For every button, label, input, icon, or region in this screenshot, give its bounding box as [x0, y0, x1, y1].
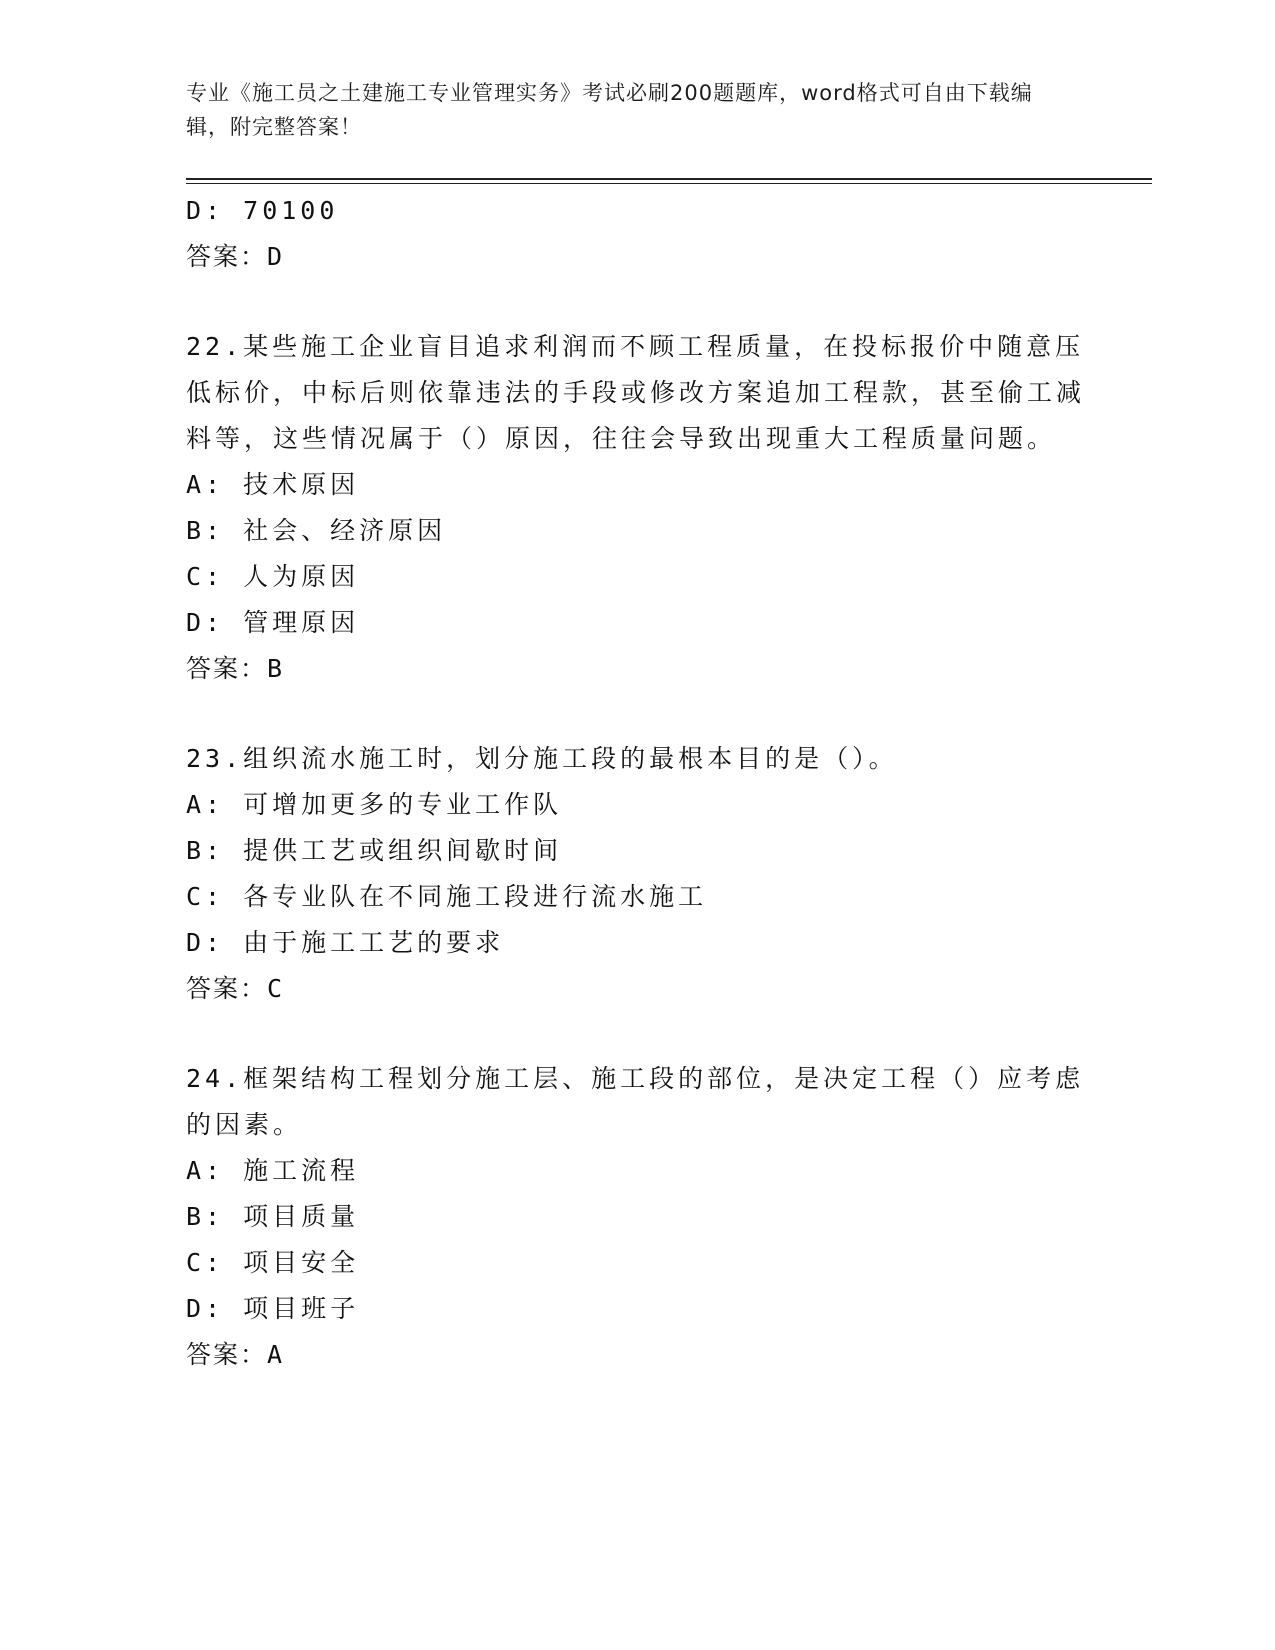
- answer-value: A: [267, 1340, 285, 1369]
- option-d: D: 70100: [186, 196, 339, 225]
- answer-label: 答案：: [186, 1340, 268, 1369]
- option-a: A: 可增加更多的专业工作队: [186, 790, 563, 819]
- option-c: C: 人为原因: [186, 562, 360, 591]
- previous-question-tail: [186, 188, 1086, 280]
- answer-line: [186, 234, 1086, 280]
- document-body: [186, 188, 1086, 1378]
- option-b: B: 提供工艺或组织间歇时间: [186, 836, 563, 865]
- question-text: 24.框架结构工程划分施工层、施工段的部位，是决定工程（）应考虑的因素。: [186, 1064, 1085, 1139]
- answer-line: [186, 646, 1086, 692]
- option-d: D: 管理原因: [186, 608, 360, 637]
- question-text: 22.某些施工企业盲目追求利润而不顾工程质量，在投标报价中随意压低标价，中标后则依靠违法的手段或修改方案追加工程款，甚至偷工减料等，这些情况属于（）原因，往往会导致出现重大工程质量问题。: [186, 332, 1086, 453]
- answer-value: C: [267, 974, 285, 1003]
- answer-label: 答案：: [186, 654, 268, 683]
- answer-line: [186, 966, 1086, 1012]
- question-22: [186, 324, 1086, 692]
- option-d: D: 项目班子: [186, 1294, 360, 1323]
- option-b: B: 项目质量: [186, 1202, 360, 1231]
- answer-label: 答案：: [186, 974, 268, 1003]
- document-header: 专业《施工员之土建施工专业管理实务》考试必刷200题题库，word格式可自由下载编辑，附完整答案！: [186, 81, 1033, 139]
- option-a: A: 技术原因: [186, 470, 360, 499]
- header-rule-thin: [186, 183, 1152, 184]
- question-text: 23.组织流水施工时，划分施工段的最根本目的是（）。: [186, 744, 898, 773]
- answer-value: D: [267, 242, 285, 271]
- answer-value: B: [267, 654, 285, 683]
- question-24: [186, 1056, 1086, 1378]
- option-c: C: 项目安全: [186, 1248, 360, 1277]
- option-d: D: 由于施工工艺的要求: [186, 928, 505, 957]
- question-23: [186, 736, 1086, 1012]
- option-b: B: 社会、经济原因: [186, 516, 447, 545]
- option-a: A: 施工流程: [186, 1156, 360, 1185]
- header-rule-thick: [186, 178, 1152, 180]
- option-c: C: 各专业队在不同施工段进行流水施工: [186, 882, 708, 911]
- answer-line: [186, 1332, 1086, 1378]
- answer-label: 答案：: [186, 242, 268, 271]
